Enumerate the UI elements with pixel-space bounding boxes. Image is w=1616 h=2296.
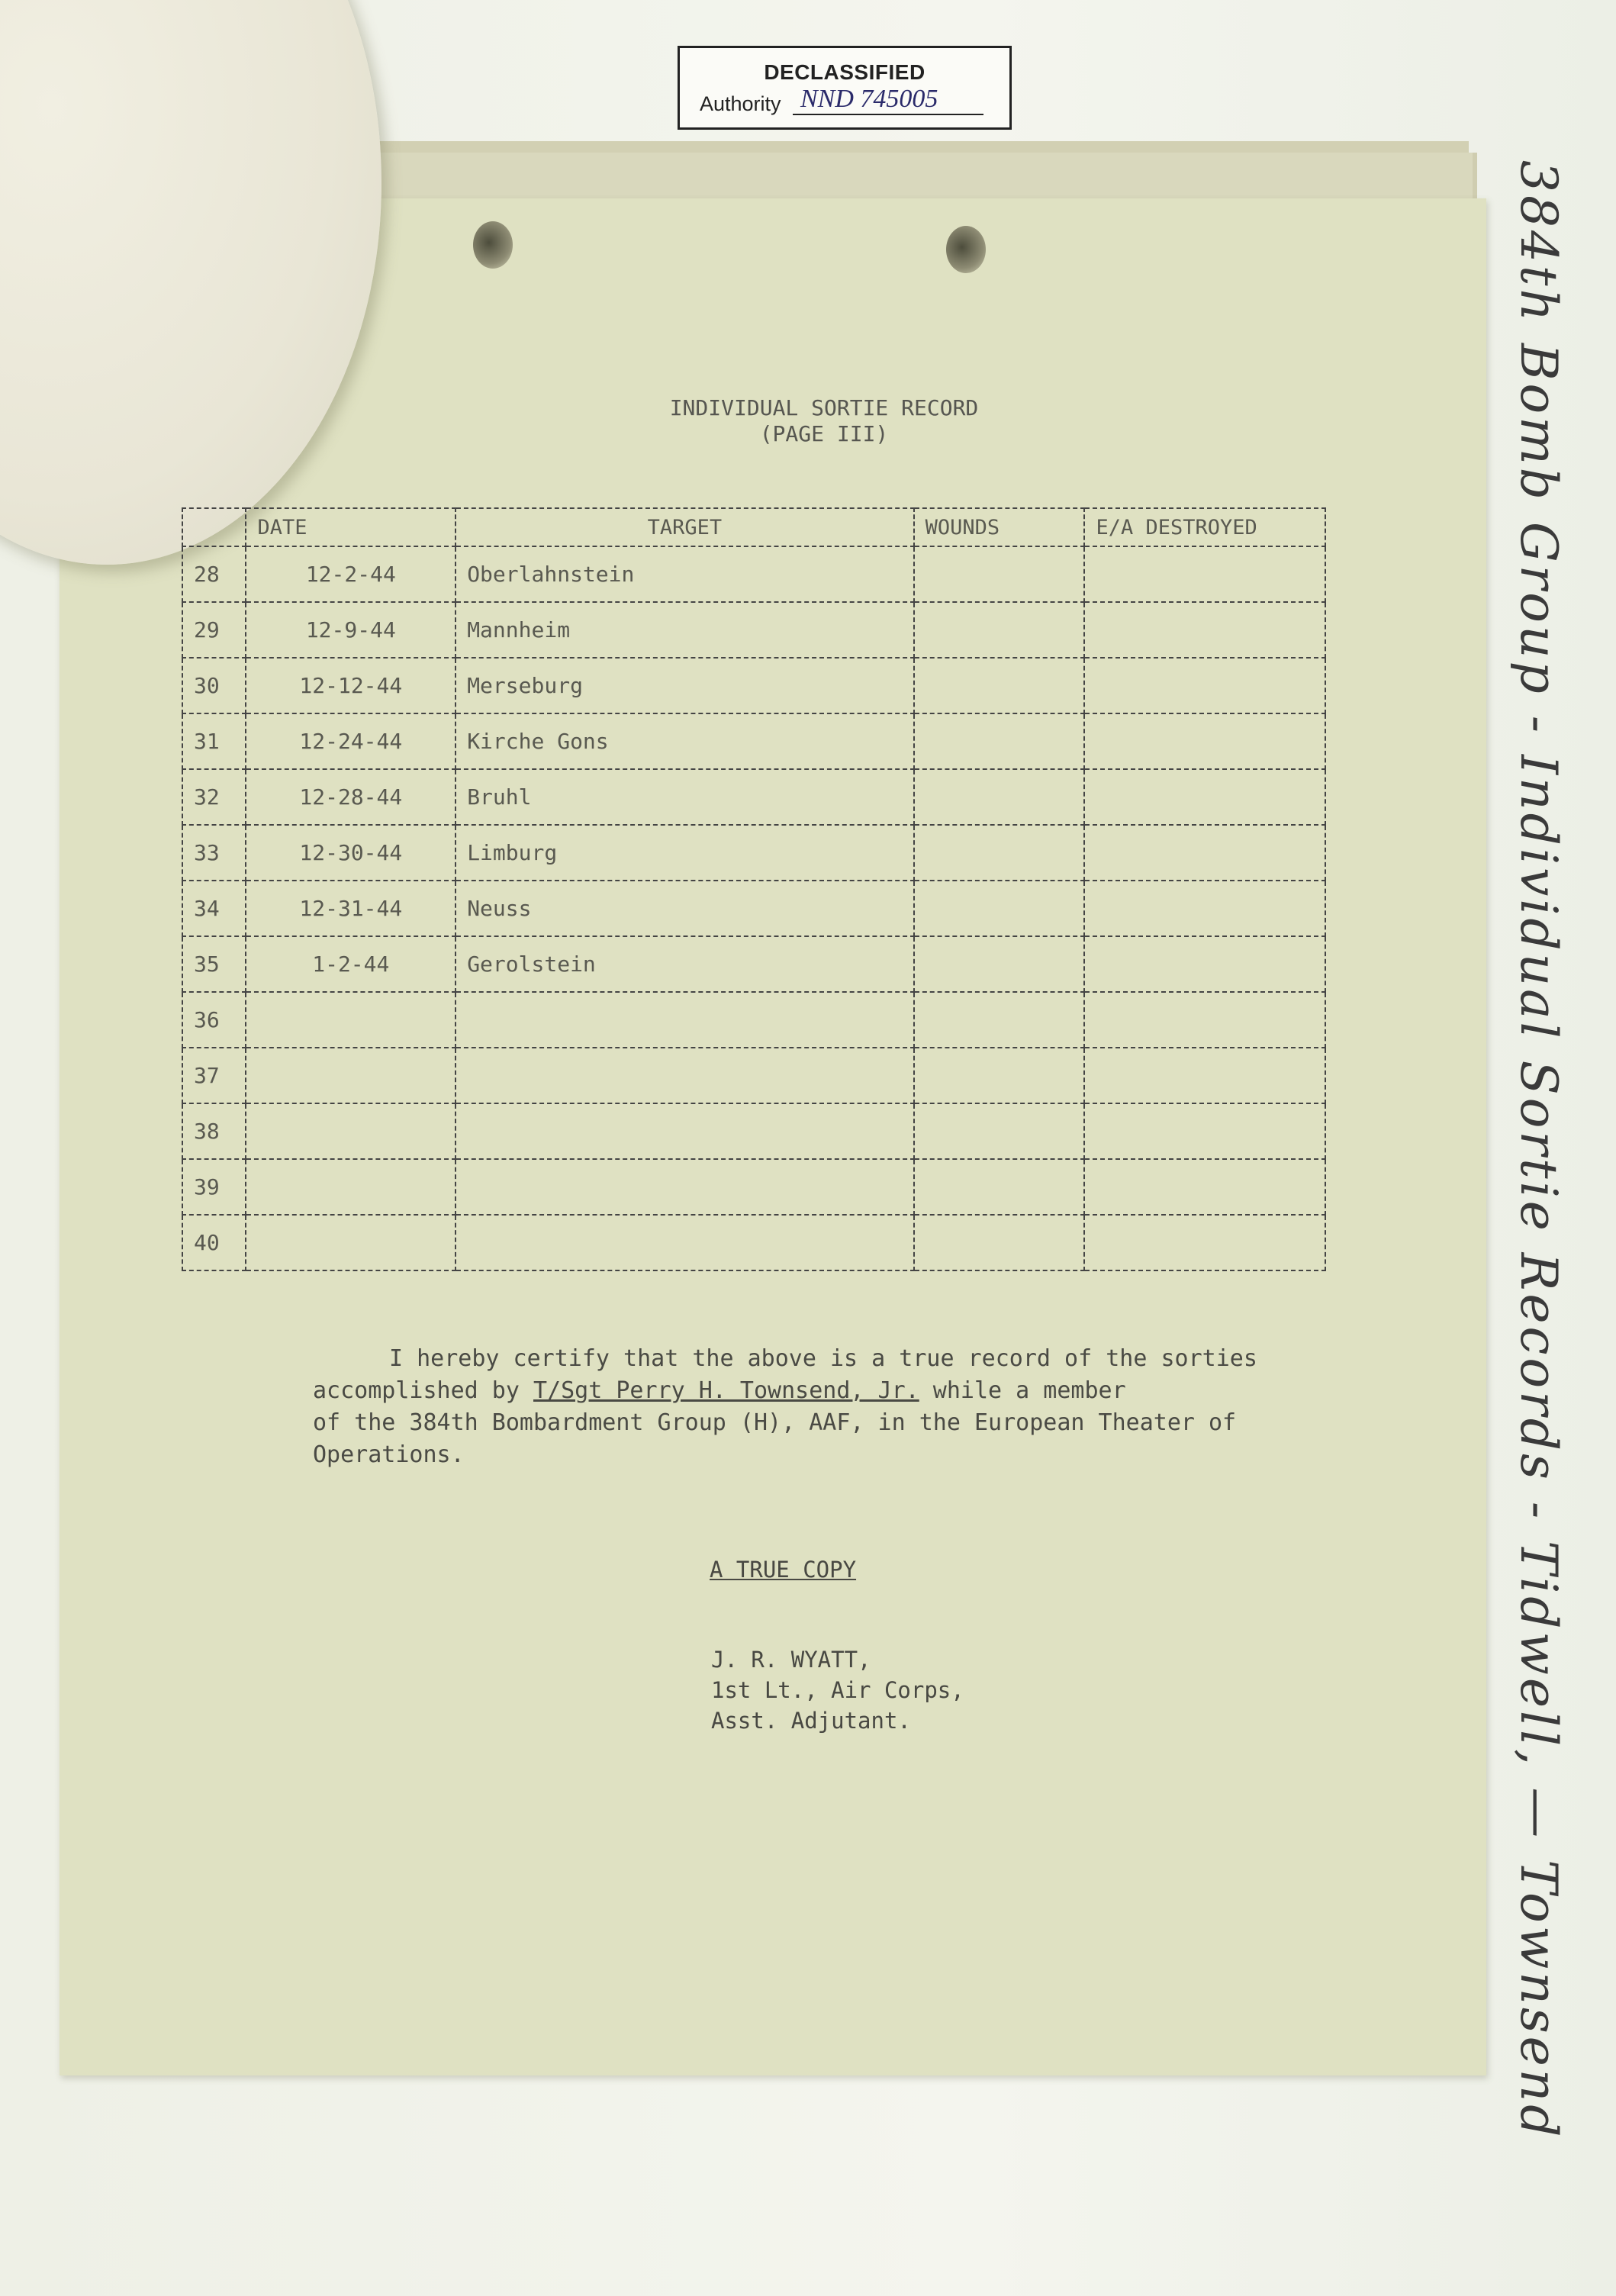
signatory-title: Asst. Adjutant. (711, 1708, 911, 1734)
sortie-target: Bruhl (456, 769, 913, 825)
column-header-date: DATE (246, 508, 456, 546)
sortie-target (456, 1103, 913, 1159)
sortie-wounds (914, 825, 1085, 881)
table-row (182, 1048, 1325, 1103)
stamp-heading: DECLASSIFIED (764, 60, 925, 84)
sortie-wounds (914, 1103, 1085, 1159)
sortie-wounds (914, 1215, 1085, 1270)
airman-name: T/Sgt Perry H. Townsend, Jr. (533, 1377, 919, 1404)
sortie-date: 12-12-44 (246, 658, 456, 713)
certification-line-3: of the 384th Bombardment Group (H), AAF, in the European Theater of (313, 1409, 1237, 1436)
sortie-wounds (914, 546, 1085, 602)
sortie-target: Mannheim (456, 602, 913, 658)
sortie-date: 12-24-44 (246, 713, 456, 769)
certification-block (313, 1343, 1312, 1471)
table-row (182, 602, 1325, 658)
while-member-text: while a member (932, 1377, 1126, 1404)
document-title: INDIVIDUAL SORTIE RECORD (669, 395, 979, 420)
column-header-number (182, 508, 246, 546)
sortie-ea-destroyed (1084, 825, 1325, 881)
declassified-stamp (678, 46, 1012, 130)
sortie-date (246, 1103, 456, 1159)
sortie-number: 28 (182, 546, 246, 602)
stamp-authority-value: NND 745005 (793, 85, 983, 115)
sortie-ea-destroyed (1084, 713, 1325, 769)
signatory-rank: 1st Lt., Air Corps, (711, 1677, 964, 1703)
sortie-target (456, 1048, 913, 1103)
column-header-wounds: WOUNDS (914, 508, 1085, 546)
sortie-number: 36 (182, 992, 246, 1048)
sortie-wounds (914, 658, 1085, 713)
signature-block (711, 1644, 964, 1736)
column-header-ea-destroyed: E/A DESTROYED (1084, 508, 1325, 546)
sortie-table (182, 507, 1326, 1271)
sortie-target: Oberlahnstein (456, 546, 913, 602)
sortie-ea-destroyed (1084, 602, 1325, 658)
sortie-wounds (914, 881, 1085, 936)
punch-hole-right (946, 226, 986, 273)
sortie-date: 12-31-44 (246, 881, 456, 936)
sortie-target (456, 1159, 913, 1215)
sortie-target: Kirche Gons (456, 713, 913, 769)
sortie-wounds (914, 1159, 1085, 1215)
stamp-authority-label: Authority (700, 92, 781, 115)
sortie-number: 37 (182, 1048, 246, 1103)
sortie-number: 40 (182, 1215, 246, 1270)
accomplished-by-label: accomplished by (313, 1377, 520, 1404)
signatory-name: J. R. WYATT, (711, 1647, 871, 1673)
table-row (182, 1103, 1325, 1159)
table-row (182, 1215, 1325, 1270)
sortie-target: Merseburg (456, 658, 913, 713)
sortie-date: 12-2-44 (246, 546, 456, 602)
certification-line-4: Operations. (313, 1441, 465, 1468)
column-header-target: TARGET (456, 508, 913, 546)
margin-note-text: 384th Bomb Group - Individual Sortie Records - Tidwell, — Townsend (1509, 160, 1568, 2140)
sortie-number: 38 (182, 1103, 246, 1159)
punch-hole-left (473, 221, 513, 269)
sortie-wounds (914, 713, 1085, 769)
table-row (182, 546, 1325, 602)
sortie-date (246, 1159, 456, 1215)
table-row (182, 936, 1325, 992)
sortie-date (246, 992, 456, 1048)
sortie-number: 34 (182, 881, 246, 936)
table-row (182, 825, 1325, 881)
sortie-target (456, 992, 913, 1048)
sortie-ea-destroyed (1084, 881, 1325, 936)
sortie-wounds (914, 1048, 1085, 1103)
sortie-ea-destroyed (1084, 769, 1325, 825)
sortie-number: 35 (182, 936, 246, 992)
true-copy-label: A TRUE COPY (710, 1557, 857, 1583)
sortie-date: 1-2-44 (246, 936, 456, 992)
sortie-wounds (914, 992, 1085, 1048)
table-row (182, 881, 1325, 936)
sortie-ea-destroyed (1084, 936, 1325, 992)
sortie-target: Gerolstein (456, 936, 913, 992)
sortie-wounds (914, 936, 1085, 992)
sortie-date (246, 1048, 456, 1103)
sortie-number: 31 (182, 713, 246, 769)
sortie-date (246, 1215, 456, 1270)
sortie-ea-destroyed (1084, 1159, 1325, 1215)
sortie-target (456, 1215, 913, 1270)
sortie-target: Neuss (456, 881, 913, 936)
certification-line-2 (313, 1375, 1312, 1407)
sortie-ea-destroyed (1084, 992, 1325, 1048)
sortie-ea-destroyed (1084, 1215, 1325, 1270)
table-row (182, 658, 1325, 713)
sortie-number: 39 (182, 1159, 246, 1215)
sortie-number: 32 (182, 769, 246, 825)
sortie-number: 33 (182, 825, 246, 881)
sortie-ea-destroyed (1084, 1048, 1325, 1103)
sortie-wounds (914, 602, 1085, 658)
sortie-ea-destroyed (1084, 1103, 1325, 1159)
sortie-ea-destroyed (1084, 658, 1325, 713)
table-header-row (182, 508, 1325, 546)
sortie-date: 12-28-44 (246, 769, 456, 825)
sortie-number: 29 (182, 602, 246, 658)
sortie-date: 12-9-44 (246, 602, 456, 658)
table-row (182, 992, 1325, 1048)
certification-line-1: I hereby certify that the above is a true record of the sorties (389, 1345, 1257, 1372)
sortie-ea-destroyed (1084, 546, 1325, 602)
sortie-date: 12-30-44 (246, 825, 456, 881)
sortie-target: Limburg (456, 825, 913, 881)
table-row (182, 769, 1325, 825)
table-row (182, 1159, 1325, 1215)
sortie-wounds (914, 769, 1085, 825)
handwritten-margin-note (1488, 137, 1579, 2140)
table-row (182, 713, 1325, 769)
sortie-number: 30 (182, 658, 246, 713)
document-subtitle: (PAGE III) (759, 421, 889, 446)
